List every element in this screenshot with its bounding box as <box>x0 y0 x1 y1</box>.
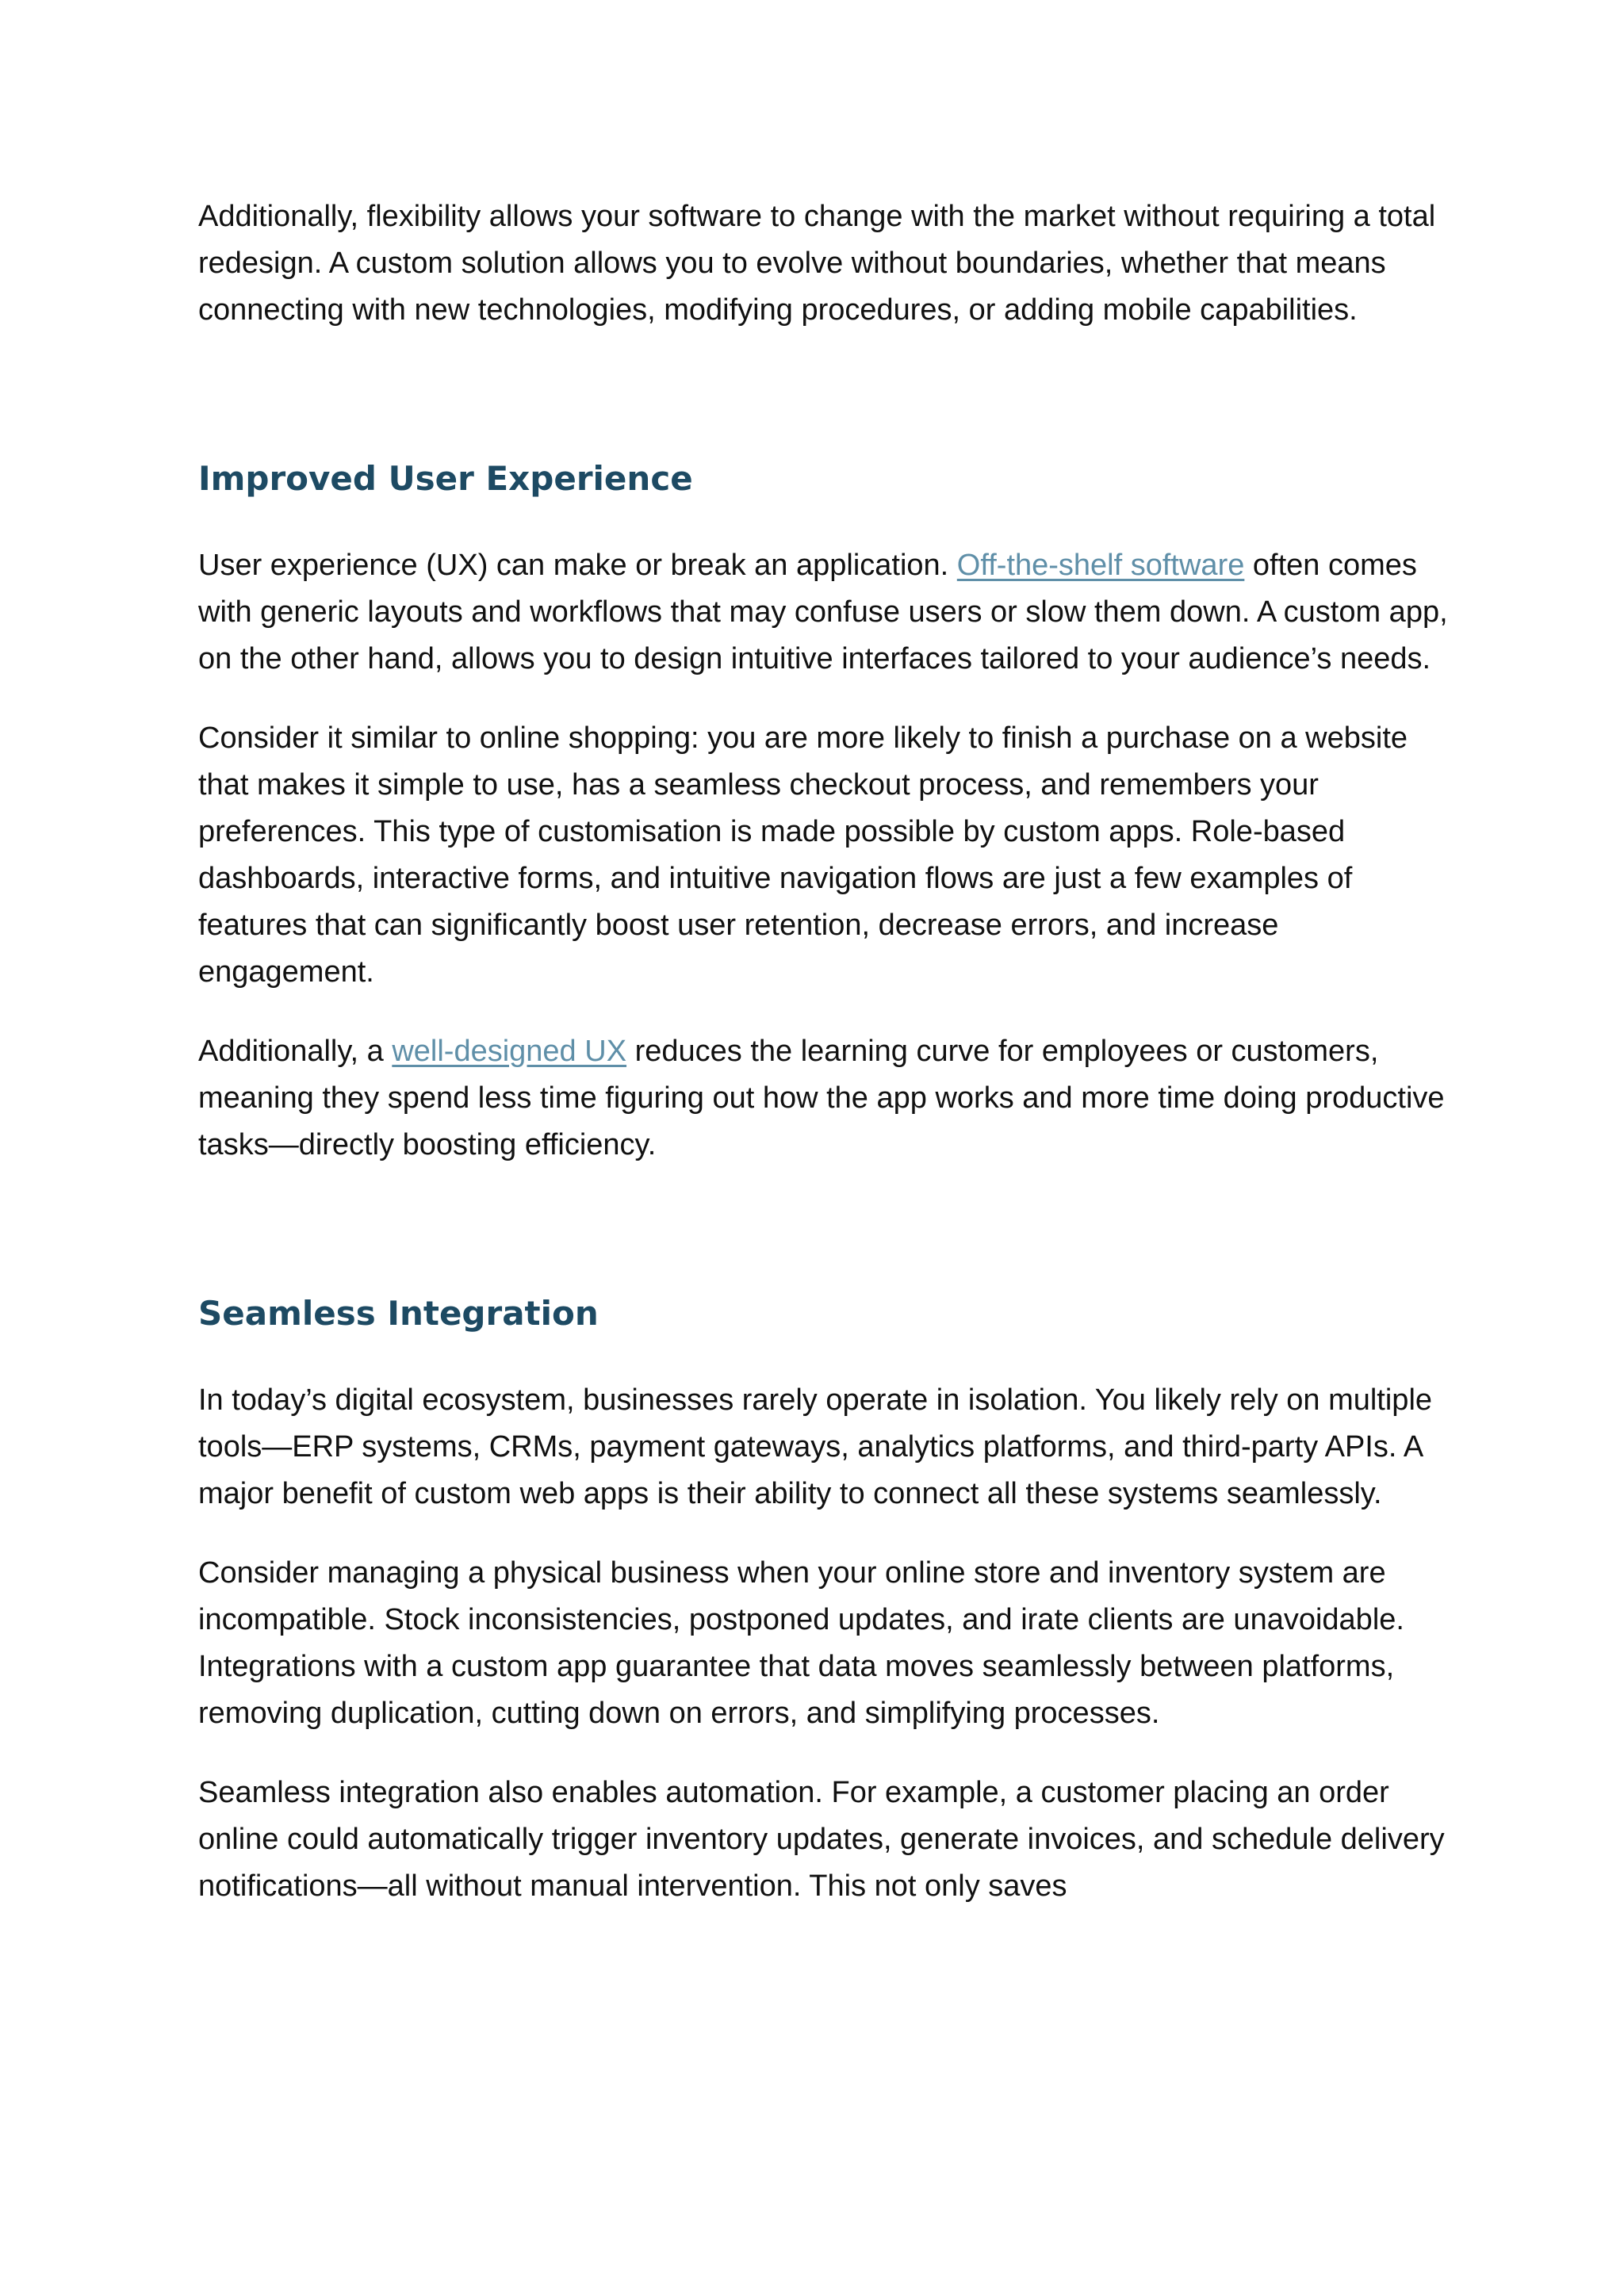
section-spacer <box>198 1169 1451 1290</box>
ux-paragraph-1-text-end: often comes with generic layouts and workflows that may confuse users or slow them down. A custom app, on the other hand, allows you to design intuitive interfaces tailored to your audience’s needs. <box>198 549 1448 675</box>
paragraph-spacer <box>198 1737 1451 1770</box>
ux-paragraph-1 <box>198 542 1451 683</box>
intro-paragraph: Additionally, flexibility allows your software to change with the market without requiring a total redesign. A custom solution allows you to evolve without boundaries, whether that means connecting with new technologies, modifying procedures, or adding mobile capabilities. <box>198 200 1436 327</box>
ux-paragraph-3-text-end: reduces the learning curve for employees or customers, meaning they spend less time figuring out how the app works and more time doing productive tasks—directly boosting efficiency. <box>198 1035 1445 1161</box>
document-page <box>198 193 1451 1910</box>
ux-paragraph-2: Consider it similar to online shopping: you are more likely to finish a purchase on a website that makes it simple to use, has a seamless checkout process, and remembers your preferences. This type of customisation is made possible by custom apps. Role-based dashboards, interactive forms, and intuitive navigation flows are just a few examples of features that can significantly boost user retention, decrease errors, and increase engagement. <box>198 721 1408 989</box>
ux-paragraph-3-text-start: Additionally, a <box>198 1035 393 1068</box>
section-heading-seamless-integration: Seamless Integration <box>198 1294 599 1333</box>
heading-spacer <box>198 1337 1451 1377</box>
heading-spacer <box>198 503 1451 542</box>
paragraph-spacer <box>198 1517 1451 1550</box>
ux-paragraph-1-text-start: User experience (UX) can make or break an application. <box>198 549 957 582</box>
integration-paragraph-2: Consider managing a physical business when your online store and inventory system are incompatible. Stock inconsistencies, postponed updates, and irate clients are unavoidable. Integrations with a custom app guarantee that data moves seamlessly between platforms, removing duplication, cutting down on errors, and simplifying processes. <box>198 1556 1404 1730</box>
well-designed-ux-link[interactable]: well-designed UX <box>392 1035 627 1068</box>
integration-paragraph-1: In today’s digital ecosystem, businesses rarely operate in isolation. You likely rely on multiple tools—ERP systems, CRMs, payment gateways, analytics platforms, and third-party APIs. A major benefit of custom web apps is their ability to connect all these systems seamlessly. <box>198 1383 1433 1510</box>
integration-paragraph-3: Seamless integration also enables automation. For example, a customer placing an order online could automatically trigger inventory updates, generate invoices, and schedule delivery notifications—all without manual intervention. This not only saves <box>198 1776 1445 1903</box>
paragraph-spacer <box>198 683 1451 715</box>
section-spacer <box>198 334 1451 455</box>
ux-paragraph-3 <box>198 1028 1451 1169</box>
paragraph-spacer <box>198 996 1451 1028</box>
section-heading-user-experience: Improved User Experience <box>198 459 693 498</box>
off-the-shelf-software-link[interactable]: Off-the-shelf software <box>956 549 1245 582</box>
